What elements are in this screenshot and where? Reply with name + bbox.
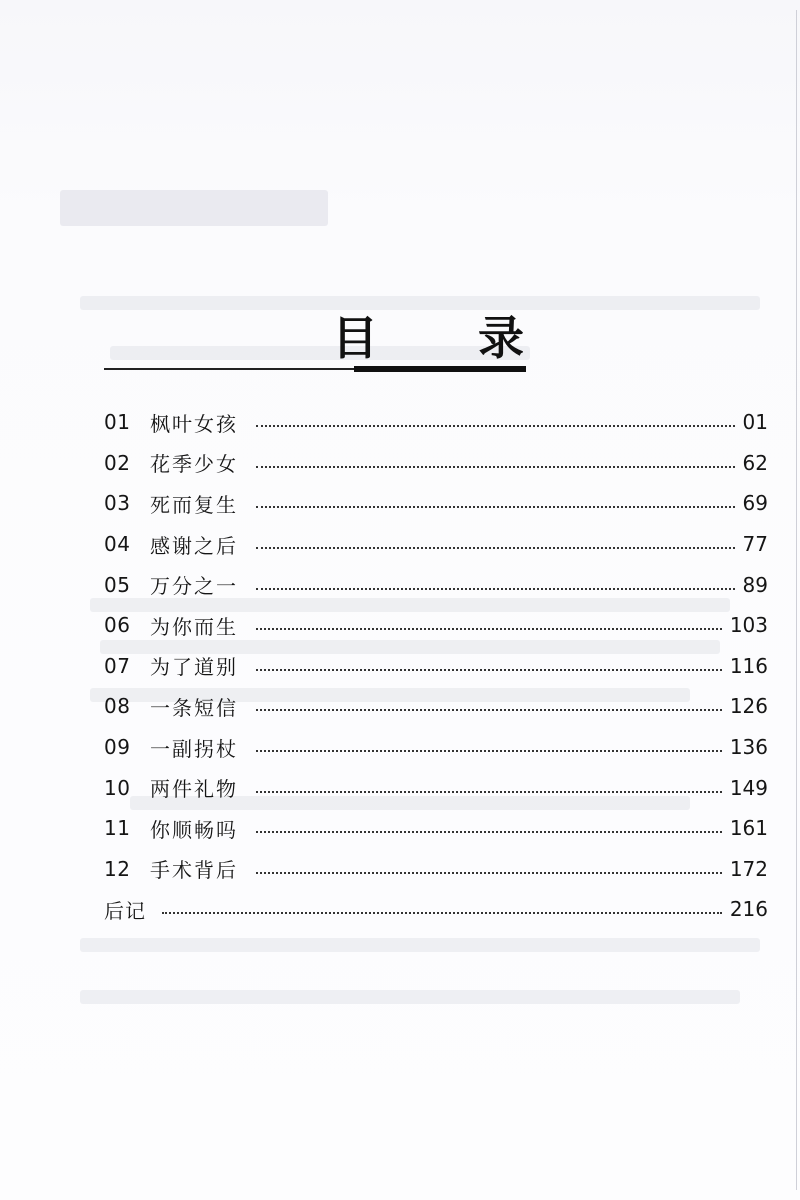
toc-entry[interactable] (104, 483, 768, 524)
chapter-title: 你顺畅吗 (150, 817, 238, 842)
toc-entry[interactable] (104, 646, 768, 687)
chapter-title: 花季少女 (150, 452, 238, 477)
dot-leader (256, 425, 735, 427)
chapter-number: 09 (104, 735, 131, 760)
chapter-number: 04 (104, 532, 131, 557)
page-number: 216 (729, 897, 768, 922)
show-through-line (80, 938, 760, 952)
page-number: 89 (742, 572, 768, 597)
toc-header (104, 300, 566, 380)
chapter-number: 12 (104, 856, 131, 881)
page-number: 77 (742, 532, 768, 557)
show-through-heading (60, 190, 328, 226)
page-number: 62 (742, 450, 768, 475)
chapter-title: 死而复生 (150, 492, 238, 517)
page-number: 149 (729, 775, 768, 800)
chapter-title: 为你而生 (150, 614, 238, 639)
dot-leader (256, 750, 722, 752)
chapter-number: 06 (104, 613, 131, 638)
toc-entry[interactable] (104, 605, 768, 646)
chapter-number: 08 (104, 694, 131, 719)
toc-entry[interactable] (104, 524, 768, 565)
dot-leader (256, 669, 722, 671)
afterword-title: 后记 (104, 898, 146, 923)
chapter-title: 枫叶女孩 (150, 411, 238, 436)
chapter-title: 感谢之后 (150, 533, 238, 558)
show-through-line (80, 990, 740, 1004)
page-number: 172 (729, 856, 768, 881)
chapter-number: 01 (104, 410, 131, 435)
toc-title: 目 录 (331, 311, 566, 365)
dot-leader (256, 872, 722, 874)
dot-leader (256, 547, 735, 549)
chapter-title: 一条短信 (150, 695, 238, 720)
chapter-number: 05 (104, 572, 131, 597)
chapter-number: 02 (104, 450, 131, 475)
dot-leader (256, 466, 735, 468)
page-number: 103 (729, 613, 768, 638)
dot-leader (256, 588, 735, 590)
dot-leader (256, 506, 735, 508)
dot-leader (256, 709, 722, 711)
toc-entry[interactable] (104, 767, 768, 808)
chapter-number: 11 (104, 816, 131, 841)
chapter-number: 07 (104, 653, 131, 678)
toc-entry[interactable] (104, 808, 768, 849)
chapter-number: 10 (104, 775, 131, 800)
dot-leader (256, 628, 722, 630)
page-number: 161 (729, 816, 768, 841)
chapter-title: 两件礼物 (150, 777, 238, 802)
chapter-number: 03 (104, 491, 131, 516)
page-number: 136 (729, 735, 768, 760)
page-number: 116 (729, 653, 768, 678)
page-number: 01 (742, 410, 768, 435)
chapter-title: 为了道别 (150, 655, 238, 680)
dot-leader (256, 791, 722, 793)
chapter-title: 万分之一 (150, 574, 238, 599)
toc-entry[interactable] (104, 402, 768, 443)
dot-leader (162, 912, 722, 914)
toc-entry[interactable] (104, 686, 768, 727)
title-rule-thick (354, 366, 526, 372)
page-edge (796, 10, 797, 1190)
chapter-title: 一副拐杖 (150, 736, 238, 761)
chapter-title: 手术背后 (150, 858, 238, 883)
dot-leader (256, 831, 722, 833)
toc-entry[interactable] (104, 849, 768, 890)
toc-entry[interactable] (104, 564, 768, 605)
toc-entry[interactable] (104, 727, 768, 768)
table-of-contents (104, 402, 768, 930)
toc-entry-afterword[interactable] (104, 889, 768, 930)
page-number: 126 (729, 694, 768, 719)
page-number: 69 (742, 491, 768, 516)
toc-entry[interactable] (104, 443, 768, 484)
